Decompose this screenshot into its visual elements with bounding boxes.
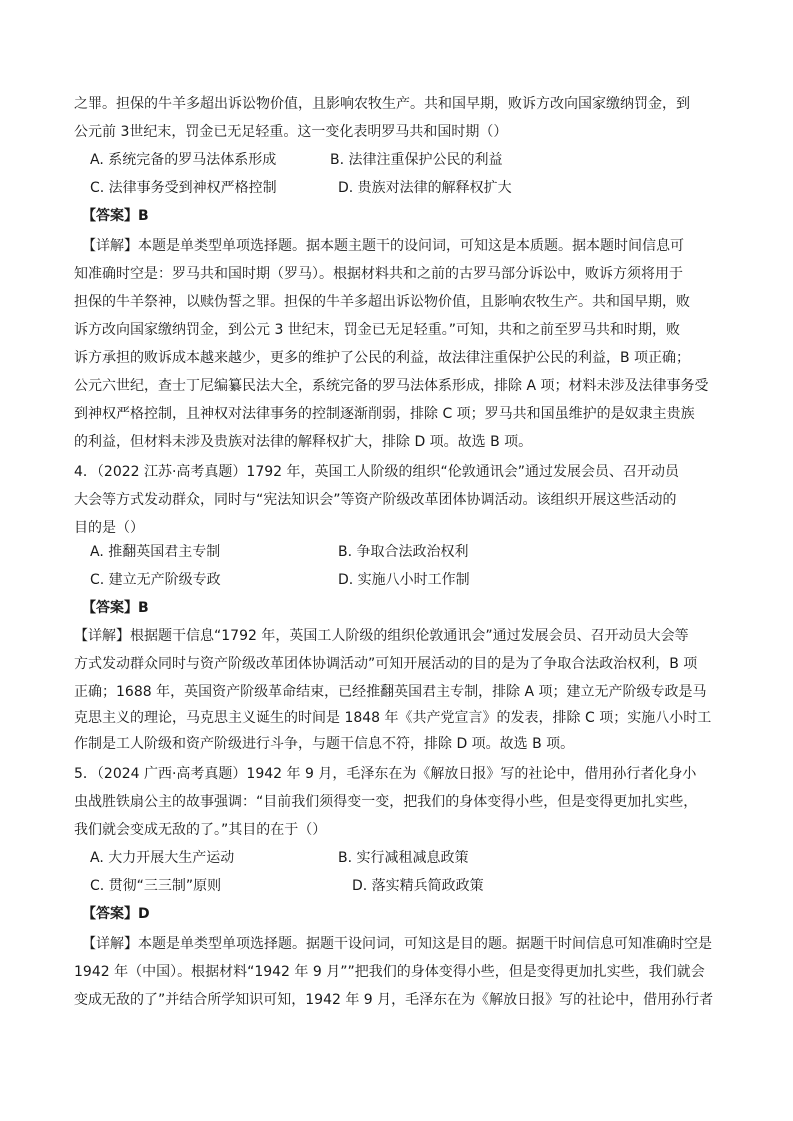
q3-option-c: C. 法律事务受到神权严格控制 (90, 180, 277, 196)
q3-answer: 【答案】B (82, 208, 149, 224)
q5-option-b: B. 实行减租减息政策 (338, 850, 469, 866)
q3-detail-line-4: 诉方改向国家缴纳罚金，到公元 3 世纪末，罚金已无足轻重。”可知，共和之前至罗马共和时期，败 (74, 322, 681, 338)
q4-detail-line-1: 【详解】根据题干信息“1792 年，英国工人阶级的组织伦敦通讯会”通过发展会员、召开动员大会等 (74, 628, 689, 644)
q5-detail-line-3: 变成无敌的了”并结合所学知识可知，1942 年 9 月，毛泽东在为《解放日报》写的社论中，借用孙行者 (74, 992, 714, 1008)
q3-detail-line-7: 到神权严格控制，且神权对法律事务的控制逐渐削弱，排除 C 项；罗马共和国虽维护的是奴隶主贵族 (74, 406, 695, 422)
q3-detail-line-1: 【详解】本题是单类型单项选择题。据本题主题干的设问词，可知这是本质题。据本题时间信息可 (82, 238, 684, 254)
q3-option-a: A. 系统完备的罗马法体系形成 (90, 152, 277, 168)
q4-detail-line-5: 作制是工人阶级和资产阶级进行斗争，与题干信息不符，排除 D 项。故选 B 项。 (74, 736, 575, 752)
q3-option-b: B. 法律注重保护公民的利益 (330, 152, 503, 168)
q3-detail-line-5: 诉方承担的败诉成本越来越少，更多的维护了公民的利益，故法律注重保护公民的利益，B 项正确； (74, 350, 691, 366)
q5-answer: 【答案】D (82, 906, 150, 922)
q5-option-d: D. 落实精兵简政政策 (352, 878, 484, 894)
q4-stem-line-3: 目的是（） (74, 520, 144, 536)
q4-option-a: A. 推翻英国君主专制 (90, 544, 221, 560)
q4-detail-line-2: 方式发动群众同时与资产阶级改革团体协调活动”可知开展活动的目的是为了争取合法政治权利，B 项 (74, 656, 698, 672)
q3-stem-line-1: 之罪。担保的牛羊多超出诉讼物价值，且影响农牧生产。共和国早期，败诉方改向国家缴纳罚金，到 (74, 96, 690, 112)
q5-detail-line-1: 【详解】本题是单类型单项选择题。据题干设问词，可知这是目的题。据题干时间信息可知准确时空是 (82, 936, 712, 952)
q3-stem-line-2: 公元前 3世纪末，罚金已无足轻重。这一变化表明罗马共和国时期（） (74, 124, 508, 140)
q5-detail-line-2: 1942 年（中国）。根据材料“1942 年 9 月””把我们的身体变得小些，但是变得更加扎实些，我们就会 (74, 964, 705, 980)
q4-option-c: C. 建立无产阶级专政 (90, 572, 221, 588)
q3-detail-line-3: 担保的牛羊祭神，以赎伪誓之罪。担保的牛羊多超出诉讼物价值，且影响农牧生产。共和国早期，败 (74, 294, 690, 310)
q4-option-d: D. 实施八小时工作制 (338, 572, 470, 588)
q5-stem-line-3: 我们就会变成无敌的了。”其目的在于（） (74, 822, 327, 838)
q5-option-a: A. 大力开展大生产运动 (90, 850, 235, 866)
q3-detail-line-8: 的利益，但材料未涉及贵族对法律的解释权扩大，排除 D 项。故选 B 项。 (74, 434, 533, 450)
q4-detail-line-3: 正确；1688 年，英国资产阶级革命结束，已经推翻英国君主专制，排除 A 项；建立无产阶级专政是马 (74, 684, 707, 700)
q3-detail-line-2: 知准确时空是：罗马共和国时期（罗马）。根据材料共和之前的古罗马部分诉讼中，败诉方须将用于 (74, 266, 683, 282)
q5-stem-line-1: 5．（2024 广西·高考真题）1942 年 9 月，毛泽东在为《解放日报》写的社论中，借用孙行者化身小 (74, 766, 697, 782)
q5-option-c: C. 贯彻“三三制”原则 (90, 878, 222, 894)
q4-detail-line-4: 克思主义的理论，马克思主义诞生的时间是 1848 年《共产党宣言》的发表，排除 C 项；实施八小时工 (74, 710, 712, 726)
q4-option-b: B. 争取合法政治权利 (338, 544, 469, 560)
q4-stem-line-2: 大会等方式发动群众，同时与“宪法知识会”等资产阶级改革团体协调活动。该组织开展这些活动的 (74, 492, 677, 508)
q4-stem-line-1: 4．（2022 江苏·高考真题）1792 年，英国工人阶级的组织“伦敦通讯会”通过发展会员、召开动员 (74, 464, 680, 480)
q3-option-d: D. 贵族对法律的解释权扩大 (338, 180, 512, 196)
q3-detail-line-6: 公元六世纪，查士丁尼编纂民法大全，系统完备的罗马法体系形成，排除 A 项；材料未涉及法律事务受 (74, 378, 709, 394)
q4-answer: 【答案】B (82, 600, 149, 616)
q5-stem-line-2: 虫战胜铁扇公主的故事强调：“目前我们须得变一变，把我们的身体变得小些，但是变得更加扎实些， (74, 794, 698, 810)
